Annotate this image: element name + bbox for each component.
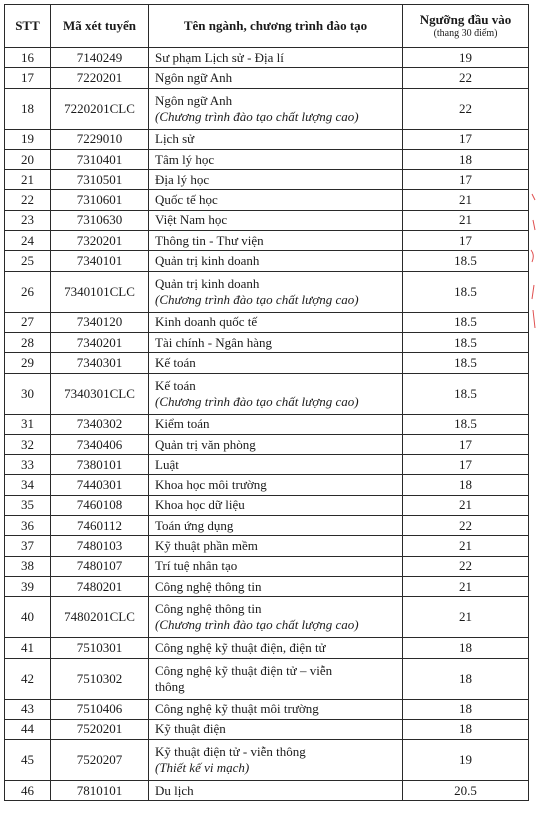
cell-program-name xyxy=(149,455,403,475)
table-row xyxy=(5,88,529,129)
table-row xyxy=(5,170,529,190)
program-note: (Chương trình đào tạo chất lượng cao) xyxy=(155,291,359,307)
cell-stt: 37 xyxy=(5,536,51,556)
table-row xyxy=(5,129,529,149)
cell-program-name xyxy=(149,312,403,332)
cell-code: 7460112 xyxy=(51,516,149,536)
program-name: Toán ứng dụng xyxy=(155,517,234,533)
cell-stt: 18 xyxy=(5,88,51,129)
cell-program-name xyxy=(149,88,403,129)
cell-stt: 19 xyxy=(5,129,51,149)
cell-code: 7320201 xyxy=(51,231,149,251)
cell-threshold-score: 17 xyxy=(403,231,529,251)
cell-code: 7310630 xyxy=(51,210,149,230)
table-row xyxy=(5,719,529,739)
header-score xyxy=(403,5,529,48)
program-name: Quản trị văn phòng xyxy=(155,436,256,452)
program-name: Khoa học dữ liệu xyxy=(155,497,245,513)
cell-program-name xyxy=(149,149,403,169)
cell-stt: 40 xyxy=(5,597,51,638)
cell-threshold-score: 18 xyxy=(403,638,529,658)
cell-code: 7440301 xyxy=(51,475,149,495)
cell-code: 7380101 xyxy=(51,455,149,475)
cell-stt: 32 xyxy=(5,434,51,454)
program-name-continued: thông xyxy=(155,678,185,694)
cell-program-name xyxy=(149,332,403,352)
table-row xyxy=(5,781,529,801)
program-name: Kế toán xyxy=(155,377,196,393)
cell-stt: 46 xyxy=(5,781,51,801)
table-row xyxy=(5,231,529,251)
cell-program-name xyxy=(149,434,403,454)
header-score-label: Ngưỡng đầu vào xyxy=(419,12,512,27)
cell-code: 7340101CLC xyxy=(51,271,149,312)
program-name: Trí tuệ nhân tạo xyxy=(155,558,238,574)
cell-threshold-score: 18.5 xyxy=(403,414,529,434)
cell-code: 7510301 xyxy=(51,638,149,658)
cell-threshold-score: 18 xyxy=(403,149,529,169)
cell-stt: 22 xyxy=(5,190,51,210)
cell-stt: 31 xyxy=(5,414,51,434)
table-row xyxy=(5,48,529,68)
cell-program-name xyxy=(149,638,403,658)
header-stt: STT xyxy=(5,5,51,48)
cell-threshold-score: 22 xyxy=(403,556,529,576)
cell-code: 7310601 xyxy=(51,190,149,210)
cell-threshold-score: 21 xyxy=(403,210,529,230)
program-name: Công nghệ kỹ thuật điện tử – viễn xyxy=(155,662,333,678)
cell-stt: 41 xyxy=(5,638,51,658)
cell-threshold-score: 21 xyxy=(403,597,529,638)
cell-program-name xyxy=(149,373,403,414)
cell-stt: 28 xyxy=(5,332,51,352)
program-name: Địa lý học xyxy=(155,171,210,187)
program-note: (Thiết kế vi mạch) xyxy=(155,760,250,776)
cell-code: 7340201 xyxy=(51,332,149,352)
cell-stt: 30 xyxy=(5,373,51,414)
table-body xyxy=(5,48,529,801)
table-row xyxy=(5,414,529,434)
program-name: Tâm lý học xyxy=(155,151,215,167)
cell-program-name xyxy=(149,170,403,190)
cell-threshold-score: 18.5 xyxy=(403,312,529,332)
cell-code: 7480201CLC xyxy=(51,597,149,638)
cell-program-name xyxy=(149,251,403,271)
cell-code: 7229010 xyxy=(51,129,149,149)
cell-threshold-score: 18 xyxy=(403,719,529,739)
cell-threshold-score: 19 xyxy=(403,740,529,781)
cell-code: 7220201CLC xyxy=(51,88,149,129)
program-name: Kỹ thuật phần mềm xyxy=(155,537,258,553)
admission-threshold-table xyxy=(4,4,529,801)
cell-stt: 29 xyxy=(5,353,51,373)
cell-code: 7340101 xyxy=(51,251,149,271)
cell-stt: 38 xyxy=(5,556,51,576)
program-name: Kinh doanh quốc tế xyxy=(155,314,258,330)
cell-code: 7340302 xyxy=(51,414,149,434)
cell-code: 7480201 xyxy=(51,576,149,596)
program-name: Kế toán xyxy=(155,354,196,370)
table-row xyxy=(5,516,529,536)
cell-program-name xyxy=(149,781,403,801)
cell-program-name xyxy=(149,353,403,373)
program-name: Tài chính - Ngân hàng xyxy=(155,334,272,350)
cell-threshold-score: 18 xyxy=(403,475,529,495)
program-note: (Chương trình đào tạo chất lượng cao) xyxy=(155,617,359,633)
cell-code: 7520201 xyxy=(51,719,149,739)
table-row xyxy=(5,658,529,699)
cell-threshold-score: 21 xyxy=(403,495,529,515)
table-row xyxy=(5,455,529,475)
cell-program-name xyxy=(149,576,403,596)
program-name: Luật xyxy=(155,456,179,472)
table-row xyxy=(5,495,529,515)
table-row xyxy=(5,271,529,312)
table-row xyxy=(5,597,529,638)
cell-program-name xyxy=(149,516,403,536)
table-row xyxy=(5,332,529,352)
cell-threshold-score: 20.5 xyxy=(403,781,529,801)
cell-threshold-score: 18 xyxy=(403,658,529,699)
program-name: Du lịch xyxy=(155,782,194,798)
cell-stt: 39 xyxy=(5,576,51,596)
table-row xyxy=(5,740,529,781)
table-row xyxy=(5,353,529,373)
header-code: Mã xét tuyển xyxy=(51,5,149,48)
cell-code: 7310401 xyxy=(51,149,149,169)
program-name: Quốc tế học xyxy=(155,192,218,208)
cell-threshold-score: 21 xyxy=(403,576,529,596)
table-row xyxy=(5,149,529,169)
cell-stt: 16 xyxy=(5,48,51,68)
cell-threshold-score: 18.5 xyxy=(403,353,529,373)
table-row xyxy=(5,556,529,576)
cell-program-name xyxy=(149,740,403,781)
program-name: Kiểm toán xyxy=(155,416,210,432)
cell-program-name xyxy=(149,48,403,68)
cell-threshold-score: 18.5 xyxy=(403,251,529,271)
program-name: Việt Nam học xyxy=(155,212,228,228)
cell-stt: 34 xyxy=(5,475,51,495)
cell-threshold-score: 21 xyxy=(403,536,529,556)
table-row xyxy=(5,210,529,230)
cell-threshold-score: 21 xyxy=(403,190,529,210)
program-name: Công nghệ thông tin xyxy=(155,601,262,617)
cell-stt: 24 xyxy=(5,231,51,251)
cell-stt: 27 xyxy=(5,312,51,332)
cell-threshold-score: 17 xyxy=(403,129,529,149)
header-name: Tên ngành, chương trình đào tạo xyxy=(149,5,403,48)
cell-threshold-score: 18.5 xyxy=(403,332,529,352)
cell-program-name xyxy=(149,231,403,251)
cell-code: 7220201 xyxy=(51,68,149,88)
cell-program-name xyxy=(149,597,403,638)
program-name: Sư phạm Lịch sử - Địa lí xyxy=(155,49,284,65)
cell-threshold-score: 17 xyxy=(403,170,529,190)
cell-stt: 42 xyxy=(5,658,51,699)
cell-threshold-score: 17 xyxy=(403,455,529,475)
cell-program-name xyxy=(149,68,403,88)
table-row xyxy=(5,576,529,596)
program-name: Công nghệ kỹ thuật điện, điện tử xyxy=(155,639,326,655)
cell-stt: 25 xyxy=(5,251,51,271)
cell-program-name xyxy=(149,190,403,210)
table-row xyxy=(5,536,529,556)
cell-stt: 21 xyxy=(5,170,51,190)
table-row xyxy=(5,434,529,454)
cell-threshold-score: 18.5 xyxy=(403,271,529,312)
cell-program-name xyxy=(149,210,403,230)
program-note: (Chương trình đào tạo chất lượng cao) xyxy=(155,393,359,409)
cell-program-name xyxy=(149,536,403,556)
program-name: Khoa học môi trường xyxy=(155,477,267,493)
cell-program-name xyxy=(149,414,403,434)
cell-threshold-score: 22 xyxy=(403,88,529,129)
cell-program-name xyxy=(149,719,403,739)
program-name: Quản trị kinh doanh xyxy=(155,275,260,291)
table-row xyxy=(5,699,529,719)
program-name: Lịch sử xyxy=(155,131,195,147)
table-row xyxy=(5,251,529,271)
program-name: Quản trị kinh doanh xyxy=(155,253,260,269)
cell-code: 7340301 xyxy=(51,353,149,373)
cell-threshold-score: 22 xyxy=(403,516,529,536)
cell-code: 7520207 xyxy=(51,740,149,781)
table-row xyxy=(5,638,529,658)
header-row xyxy=(5,5,529,48)
cell-code: 7510406 xyxy=(51,699,149,719)
program-name: Kỹ thuật điện tử - viễn thông xyxy=(155,744,306,760)
table-row xyxy=(5,312,529,332)
cell-program-name xyxy=(149,495,403,515)
cell-program-name xyxy=(149,556,403,576)
cell-threshold-score: 18 xyxy=(403,699,529,719)
program-name: Công nghệ kỹ thuật môi trường xyxy=(155,701,319,717)
cell-stt: 26 xyxy=(5,271,51,312)
program-name: Ngôn ngữ Anh xyxy=(155,69,233,85)
cell-stt: 33 xyxy=(5,455,51,475)
cell-code: 7340120 xyxy=(51,312,149,332)
program-name: Thông tin - Thư viện xyxy=(155,232,264,248)
cell-stt: 45 xyxy=(5,740,51,781)
cell-stt: 36 xyxy=(5,516,51,536)
cell-program-name xyxy=(149,129,403,149)
program-name: Công nghệ thông tin xyxy=(155,578,262,594)
cell-code: 7340301CLC xyxy=(51,373,149,414)
program-name: Ngôn ngữ Anh xyxy=(155,92,233,108)
header-score-note: (thang 30 điểm) xyxy=(433,28,498,39)
table-row xyxy=(5,68,529,88)
cell-code: 7810101 xyxy=(51,781,149,801)
program-name: Kỹ thuật điện xyxy=(155,721,226,737)
cell-threshold-score: 18.5 xyxy=(403,373,529,414)
cell-stt: 17 xyxy=(5,68,51,88)
program-note: (Chương trình đào tạo chất lượng cao) xyxy=(155,108,359,124)
margin-handwriting-mark xyxy=(528,190,540,340)
cell-code: 7340406 xyxy=(51,434,149,454)
cell-program-name xyxy=(149,699,403,719)
cell-stt: 43 xyxy=(5,699,51,719)
cell-threshold-score: 19 xyxy=(403,48,529,68)
table-row xyxy=(5,373,529,414)
cell-program-name xyxy=(149,658,403,699)
cell-program-name xyxy=(149,475,403,495)
cell-code: 7480107 xyxy=(51,556,149,576)
cell-stt: 23 xyxy=(5,210,51,230)
cell-code: 7510302 xyxy=(51,658,149,699)
cell-stt: 35 xyxy=(5,495,51,515)
cell-stt: 44 xyxy=(5,719,51,739)
cell-threshold-score: 17 xyxy=(403,434,529,454)
cell-stt: 20 xyxy=(5,149,51,169)
cell-code: 7460108 xyxy=(51,495,149,515)
cell-code: 7480103 xyxy=(51,536,149,556)
table-row xyxy=(5,190,529,210)
table-row xyxy=(5,475,529,495)
cell-code: 7310501 xyxy=(51,170,149,190)
cell-program-name xyxy=(149,271,403,312)
cell-threshold-score: 22 xyxy=(403,68,529,88)
cell-code: 7140249 xyxy=(51,48,149,68)
